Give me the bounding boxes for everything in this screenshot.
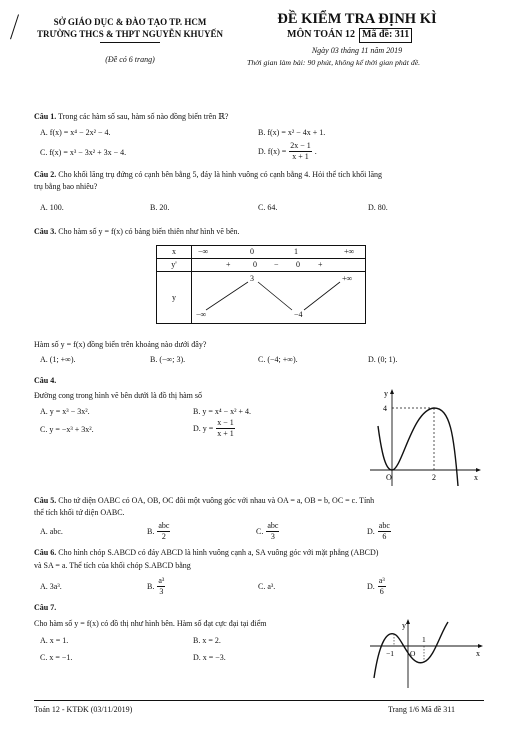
pages-note: (Đề có 6 trang) (105, 55, 155, 64)
q2-option-c: C. 64. (258, 203, 278, 212)
q1-option-b: B. f(x) = x² − 4x + 1. (258, 128, 326, 137)
x-value: 0 (250, 247, 254, 256)
fraction (157, 521, 170, 542)
q4-option-b: B. y = x⁴ − x² + 4. (193, 407, 252, 416)
question-text: Cho hình chóp S.ABCD có đáy ABCD là hình vuông cạnh a, SA vuông góc với mặt phẳng (ABCD) (58, 548, 379, 557)
x-values-row (192, 246, 366, 259)
q4-graph (364, 386, 484, 488)
question-5-cont: thể tích khối tứ diện OABC. (34, 508, 125, 517)
question-2 (34, 170, 382, 180)
fraction-denominator: 3 (159, 587, 164, 596)
yp-label: y' (157, 259, 192, 272)
q6-option-b (147, 576, 165, 597)
option-prefix: B. (147, 526, 155, 536)
origin-label: O (410, 649, 416, 658)
option-prefix: D. (367, 581, 375, 591)
option-prefix: C. (256, 526, 264, 536)
fraction-numerator: abc (267, 521, 279, 530)
question-text: Cho tứ diện OABC có OA, OB, OC đôi một vuông góc với nhau và OA = a, OB = b, OC = c. Tính (58, 496, 375, 505)
arrow-up (206, 282, 248, 310)
footer-rule (34, 700, 484, 701)
fraction-numerator: x − 1 (217, 418, 234, 427)
sign: + (318, 260, 323, 269)
question-label: Câu 6. (34, 548, 57, 557)
q1-option-d (258, 141, 317, 162)
arrow-down (258, 282, 292, 310)
question-label: Câu 1. (34, 112, 57, 121)
department-name: SỞ GIÁO DỤC & ĐÀO TẠO TP. HCM (53, 17, 207, 27)
fraction-numerator: a³ (378, 576, 385, 585)
fraction (157, 576, 165, 597)
q5-option-a: A. abc. (40, 527, 63, 536)
x-value: −∞ (198, 247, 209, 256)
fraction-numerator: abc (158, 521, 170, 530)
y-label: y (157, 272, 192, 324)
question-1 (34, 112, 228, 122)
y-value: −∞ (196, 310, 207, 319)
fraction (216, 418, 235, 439)
variation-arrows (192, 272, 368, 324)
x-arrow (478, 644, 483, 648)
y-mark: 4 (383, 404, 387, 413)
fraction (378, 576, 386, 597)
fraction-numerator: 2x − 1 (290, 141, 311, 150)
y-arrow (390, 389, 394, 394)
y-arrow (406, 619, 410, 624)
y-axis-label: y (402, 621, 406, 630)
variation-table (156, 245, 366, 325)
y-values-row (192, 272, 366, 324)
q2-option-b: B. 20. (150, 203, 170, 212)
question-4-label: Câu 4. (34, 376, 57, 385)
q1-option-c: C. f(x) = x³ − 3x² + 3x − 4. (40, 148, 127, 157)
origin-label: O (386, 473, 392, 482)
header-rule (100, 42, 160, 43)
x-mark-plus: 1 (422, 635, 426, 644)
fraction-denominator: x + 1 (217, 429, 234, 438)
question-7-label: Câu 7. (34, 603, 57, 612)
q6-option-a: A. 3a³. (40, 582, 62, 591)
question-text: Trong các hàm số sau, hàm số nào đồng biến trên ℝ? (58, 112, 229, 121)
x-mark-minus: −1 (386, 649, 394, 658)
time-allowed: Thời gian làm bài: 90 phút, không kể thời gian phát đề. (247, 58, 421, 67)
sign: + (226, 260, 231, 269)
question-3 (34, 227, 240, 237)
question-4-text: Đường cong trong hình vẽ bên dưới là đồ thị hàm số (34, 391, 202, 400)
q7-graph (368, 618, 486, 690)
y-axis-label: y (384, 389, 388, 398)
q2-option-d: D. 80. (368, 203, 388, 212)
y-value: −4 (294, 310, 303, 319)
question-label: Câu 2. (34, 170, 57, 179)
footer-left: Toán 12 - KTĐK (03/11/2019) (34, 705, 133, 714)
corner-slash (10, 14, 20, 39)
fraction (378, 521, 391, 542)
subject: MÔN TOÁN 12 (287, 29, 355, 40)
exam-date: Ngày 03 tháng 11 năm 2019 (311, 46, 403, 55)
fraction-numerator: a³ (158, 576, 165, 585)
fraction-denominator: 3 (270, 532, 275, 541)
x-value: 1 (294, 247, 298, 256)
q3-option-b: B. (−∞; 3). (150, 355, 186, 364)
q2-option-a: A. 100. (40, 203, 64, 212)
fraction (266, 521, 279, 542)
option-prefix: D. y = (193, 423, 214, 433)
q7-option-b: B. x = 2. (193, 636, 221, 645)
x-arrow (476, 468, 481, 472)
question-7-text: Cho hàm số y = f(x) có đồ thị như hình bên. Hàm số đạt cực đại tại điểm (34, 619, 267, 628)
y-value: 3 (250, 274, 254, 283)
q4-option-a: A. y = x³ − 3x². (40, 407, 90, 416)
q4-option-c: C. y = −x³ + 3x². (40, 425, 94, 434)
q3-option-a: A. (1; +∞). (40, 355, 76, 364)
sign: 0 (296, 260, 300, 269)
fraction-denominator: x + 1 (292, 152, 309, 161)
question-label: Câu 3. (34, 227, 57, 236)
x-axis-label: x (474, 473, 478, 482)
question-2-cont: trụ bằng bao nhiêu? (34, 182, 98, 191)
sign: 0 (253, 260, 257, 269)
exam-code: Mã đề: 311 (359, 28, 412, 43)
q7-option-c: C. x = −1. (40, 653, 73, 662)
q3-question: Hàm số y = f(x) đồng biến trên khoảng nào dưới đây? (34, 340, 207, 349)
question-text: Cho hàm số y = f(x) có bảng biến thiên như hình vẽ bên. (58, 227, 240, 236)
q3-option-c: C. (−4; +∞). (258, 355, 298, 364)
q4-option-d (193, 418, 235, 439)
x-label: x (157, 246, 192, 259)
option-prefix: D. f(x) = (258, 146, 287, 156)
question-label: Câu 5. (34, 496, 57, 505)
sign: − (274, 260, 279, 269)
option-prefix: B. (147, 581, 155, 591)
q7-option-d: D. x = −3. (193, 653, 226, 662)
x-mark: 2 (432, 473, 436, 482)
footer-right: Trang 1/6 Mã đề 311 (388, 705, 455, 714)
q5-option-d (367, 521, 391, 542)
option-suffix: . (314, 146, 317, 156)
arrow-up (304, 282, 340, 310)
q3-option-d: D. (0; 1). (368, 355, 398, 364)
question-6 (34, 548, 378, 558)
fraction-numerator: abc (378, 521, 390, 530)
y-value: +∞ (342, 274, 353, 283)
q6-option-c: C. a³. (258, 582, 276, 591)
fraction-denominator: 6 (379, 587, 384, 596)
q5-option-c (256, 521, 279, 542)
question-text: Cho khối lăng trụ đứng có cạnh bên bằng 5, đáy là hình vuông có cạnh bằng 4. Hỏi thể tích khối lăng (58, 170, 383, 179)
question-6-cont: và SA = a. Thể tích của khối chóp S.ABCD bằng (34, 561, 191, 570)
q1-option-a: A. f(x) = x⁴ − 2x² − 4. (40, 128, 111, 137)
yp-values-row (192, 259, 366, 272)
q6-option-d (367, 576, 386, 597)
q7-option-a: A. x = 1. (40, 636, 69, 645)
exam-title: ĐỀ KIỂM TRA ĐỊNH KÌ (277, 11, 437, 27)
x-value: +∞ (344, 247, 355, 256)
x-axis-label: x (476, 649, 480, 658)
fraction-denominator: 6 (382, 532, 387, 541)
fraction-denominator: 2 (161, 532, 166, 541)
school-name: TRƯỜNG THCS & THPT NGUYỄN KHUYẾN (37, 29, 223, 39)
q5-option-b (147, 521, 170, 542)
option-prefix: D. (367, 526, 375, 536)
question-5 (34, 496, 374, 506)
fraction (289, 141, 312, 162)
